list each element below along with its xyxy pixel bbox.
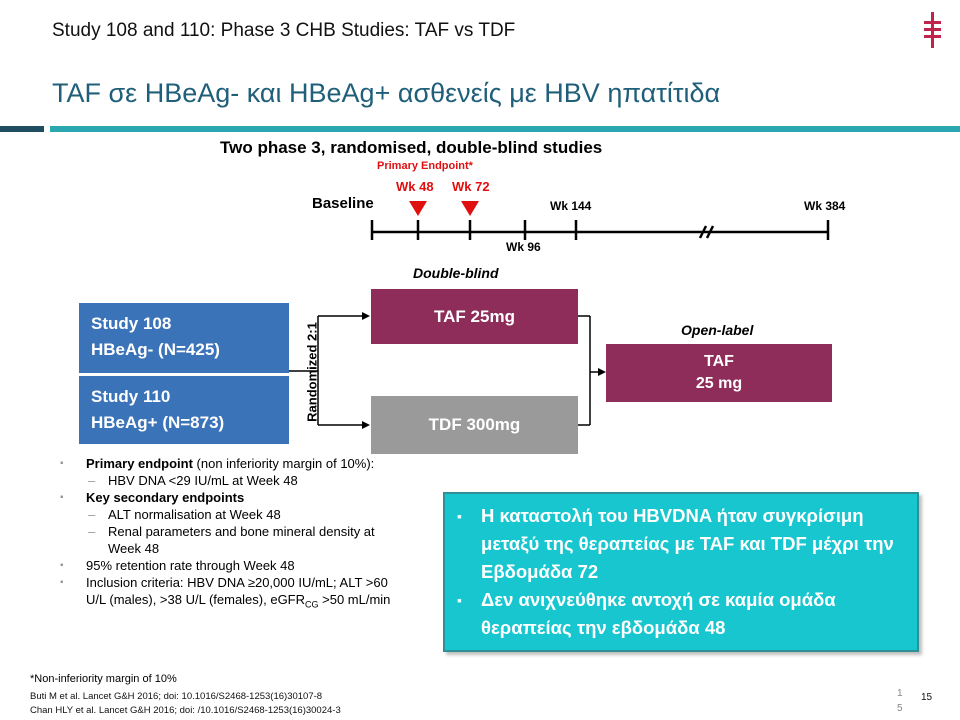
study-108-box: [79, 303, 289, 373]
results-callout: [443, 492, 919, 652]
taf-arm-box: TAF 25mg: [371, 289, 578, 344]
study-108-population: HBeAg- (N=425): [91, 340, 220, 359]
page-number-vertical-2: 5: [897, 703, 903, 714]
endpoints-list: [60, 455, 400, 614]
secondary-endpoints-title: Key secondary endpoints: [86, 490, 245, 505]
footnote: *Non-inferiority margin of 10%: [30, 673, 177, 685]
callout-item-1: ▪ Η καταστολή του HBVDNA ήταν συγκρίσιμη μεταξύ της θεραπείας με TAF και TDF μέχρι την Εβδομάδα 72: [445, 502, 905, 586]
primary-endpoint-note: (non inferiority margin of 10%):: [192, 456, 375, 471]
secondary-endpoint-renal: – Renal parameters and bone mineral density at Week 48: [60, 523, 400, 557]
randomized-label: Randomized 2:1: [304, 322, 320, 422]
wk48-marker-icon: [409, 201, 427, 216]
taf-open-label-drug: TAF: [704, 353, 734, 370]
inclusion-text: Inclusion criteria: HBV DNA ≥20,000 IU/mL; ALT >60 U/L (males), >38 U/L (females), eGFR: [86, 575, 388, 607]
study-108-name: Study 108: [91, 314, 172, 333]
taf-open-label-box: [606, 344, 832, 402]
page-number: 15: [921, 692, 933, 703]
wk144-label: Wk 144: [550, 199, 592, 213]
secondary-endpoint-alt: – ALT normalisation at Week 48: [60, 506, 400, 523]
secondary-endpoints-item: [60, 489, 400, 506]
primary-endpoint-sub: – HBV DNA <29 IU/mL at Week 48: [60, 472, 400, 489]
tdf-arm-box: TDF 300mg: [371, 396, 578, 454]
inclusion-item: [60, 574, 400, 614]
wk48-label: Wk 48: [396, 179, 434, 194]
wk72-label: Wk 72: [452, 179, 490, 194]
inclusion-subscript: CG: [305, 599, 319, 610]
design-heading: Two phase 3, randomised, double-blind studies: [220, 138, 603, 157]
callout-item-2: ▪ Δεν ανιχνεύθηκε αντοχή σε καμία ομάδα θεραπείας την εβδομάδα 48: [445, 586, 905, 642]
header-title: Study 108 and 110: Phase 3 CHB Studies: TAF vs TDF: [52, 20, 516, 41]
study-110-name: Study 110: [91, 387, 171, 406]
wk384-label: Wk 384: [804, 199, 846, 213]
inclusion-end: >50 mL/min: [318, 592, 391, 607]
study-110-box: [79, 376, 289, 444]
open-label-label: Open-label: [681, 322, 754, 338]
primary-endpoint-label: Primary Endpoint*: [377, 160, 473, 172]
primary-endpoint-title: Primary endpoint: [86, 456, 193, 471]
retention-item: ▪ 95% retention rate through Week 48: [60, 557, 400, 574]
primary-endpoint-item: [60, 455, 400, 472]
double-blind-label: Double-blind: [413, 265, 499, 281]
baseline-label: Baseline: [312, 195, 374, 212]
slide-title: TAF σε HBeAg- και HBeAg+ ασθενείς με HBV ηπατίτιδα: [52, 78, 721, 108]
reference-2: Chan HLY et al. Lancet G&H 2016; doi: /10.1016/S2468-1253(16)30024-3: [30, 705, 341, 716]
page-number-vertical-1: 1: [897, 688, 903, 699]
wk72-marker-icon: [461, 201, 479, 216]
wk96-label: Wk 96: [506, 240, 541, 254]
reference-1: Buti M et al. Lancet G&H 2016; doi: 10.1016/S2468-1253(16)30107-8: [30, 691, 323, 702]
taf-open-label-dose: 25 mg: [695, 375, 743, 392]
study-110-population: HBeAg+ (N=873): [91, 413, 225, 432]
